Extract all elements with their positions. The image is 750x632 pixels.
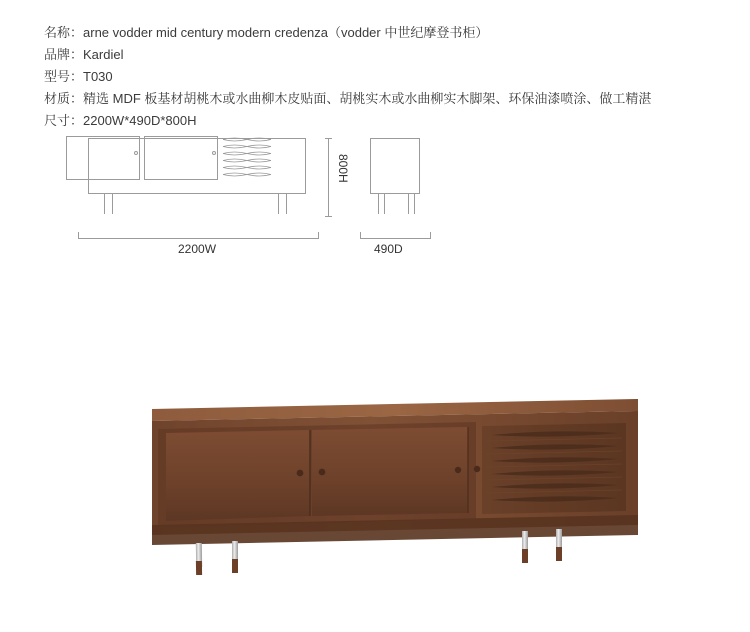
depth-dimension-label: 490D	[374, 242, 403, 256]
door-handle-left	[297, 470, 304, 477]
height-dimension-line	[328, 138, 329, 216]
spec-row-brand	[44, 44, 734, 66]
spec-label-name: 名称：	[44, 25, 84, 40]
width-dimension-tick-right	[318, 232, 319, 239]
spec-row-size	[44, 110, 734, 132]
width-dimension-tick-left	[78, 232, 79, 239]
door-handle-icon-right	[212, 151, 216, 155]
height-dimension-label: 800H	[336, 154, 350, 183]
depth-dimension-tick-right	[430, 232, 431, 239]
door-handle-center	[455, 467, 461, 473]
spec-label-size: 尺寸：	[44, 113, 84, 128]
leg	[414, 194, 415, 214]
height-dimension-tick-top	[325, 138, 332, 139]
leg	[384, 194, 385, 214]
door-handle-right	[319, 469, 326, 476]
sliding-door-right	[312, 427, 468, 516]
door-handle-icon-left	[134, 151, 138, 155]
spec-label-material: 材质：	[44, 91, 84, 106]
leg-foot	[556, 547, 562, 561]
drawer-stack	[222, 136, 272, 180]
technical-drawing	[60, 130, 480, 265]
spec-row-model	[44, 66, 734, 88]
credenza-illustration	[140, 385, 650, 575]
width-dimension-line	[78, 238, 318, 239]
leg	[286, 194, 287, 214]
door-handle-drawerside	[474, 466, 480, 472]
leg-foot	[522, 549, 528, 563]
spec-value-material: 精选 MDF 板基材胡桃木或水曲柳木皮贴面、胡桃实木或水曲柳实木脚架、环保油漆喷涂、做工精湛	[83, 91, 652, 106]
spec-value-model: T030	[83, 69, 113, 84]
leg	[104, 194, 105, 214]
leg	[378, 194, 379, 214]
sliding-door-left	[66, 136, 140, 180]
spec-row-material	[44, 88, 734, 110]
spec-value-size: 2200W*490D*800H	[83, 113, 197, 128]
leg	[112, 194, 113, 214]
drawer-line	[222, 157, 272, 164]
side-elevation-outline	[370, 138, 420, 194]
spec-label-model: 型号：	[44, 69, 84, 84]
spec-value-brand: Kardiel	[83, 47, 124, 62]
spec-label-brand: 品牌：	[44, 47, 84, 62]
leg	[278, 194, 279, 214]
leg-foot	[232, 559, 238, 573]
product-photo	[140, 385, 650, 575]
width-dimension-label: 2200W	[178, 242, 217, 256]
drawer-line	[222, 136, 272, 143]
depth-dimension-tick-left	[360, 232, 361, 239]
spec-row-name	[44, 22, 734, 44]
sliding-door-right	[144, 136, 218, 180]
sliding-door-left	[166, 430, 310, 521]
spec-list	[44, 22, 734, 132]
drawer-line	[222, 171, 272, 178]
drawer-line	[222, 143, 272, 150]
leg	[408, 194, 409, 214]
depth-dimension-line	[360, 238, 430, 239]
height-dimension-tick-bottom	[325, 216, 332, 217]
drawer-line	[222, 150, 272, 157]
spec-value-name: arne vodder mid century modern credenza（vodder 中世纪摩登书柜）	[83, 25, 489, 40]
leg-foot	[196, 561, 202, 575]
drawer-line	[222, 164, 272, 171]
